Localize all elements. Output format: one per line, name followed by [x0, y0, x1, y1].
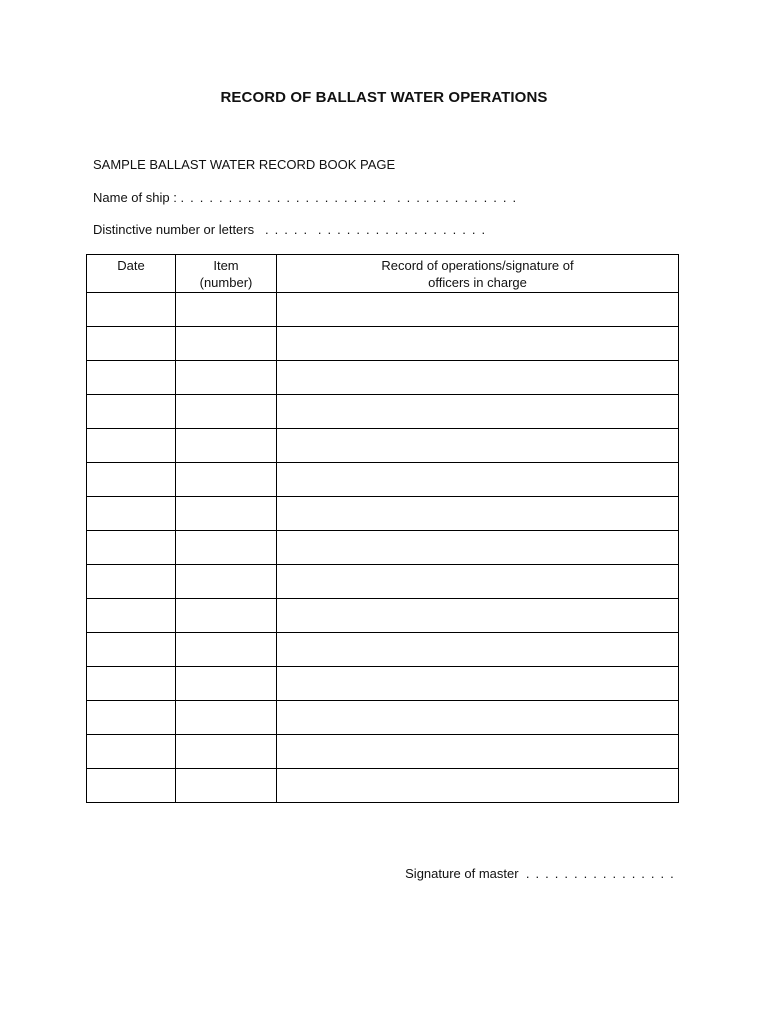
- table-row: [87, 565, 679, 599]
- header-item-line1: Item: [213, 258, 239, 273]
- record-cell[interactable]: [277, 565, 679, 599]
- table-body: [87, 293, 679, 803]
- item-cell[interactable]: [176, 531, 277, 565]
- signature-dots: . . . . . . . . . . . . . . . .: [525, 866, 675, 881]
- header-item: [176, 255, 277, 293]
- date-cell[interactable]: [87, 769, 176, 803]
- date-cell[interactable]: [87, 599, 176, 633]
- table-row: [87, 599, 679, 633]
- date-cell[interactable]: [87, 429, 176, 463]
- date-cell[interactable]: [87, 735, 176, 769]
- date-cell[interactable]: [87, 395, 176, 429]
- record-cell[interactable]: [277, 327, 679, 361]
- record-cell[interactable]: [277, 769, 679, 803]
- record-cell[interactable]: [277, 395, 679, 429]
- table-row: [87, 769, 679, 803]
- ship-name-label: Name of ship :: [93, 190, 177, 205]
- ship-name-field[interactable]: [93, 190, 517, 205]
- record-cell[interactable]: [277, 293, 679, 327]
- table-row: [87, 531, 679, 565]
- distinctive-number-dots: . . . . . . . . . . . . . . . . . . . . . . .: [264, 222, 487, 237]
- ballast-record-table: [86, 254, 679, 803]
- date-cell[interactable]: [87, 497, 176, 531]
- record-cell[interactable]: [277, 599, 679, 633]
- item-cell[interactable]: [176, 667, 277, 701]
- date-cell[interactable]: [87, 463, 176, 497]
- item-cell[interactable]: [176, 463, 277, 497]
- record-cell[interactable]: [277, 701, 679, 735]
- ship-name-dots: . . . . . . . . . . . . . . . . . . . . . . . . . . . . . . . . . . .: [180, 190, 518, 205]
- table-row: [87, 293, 679, 327]
- item-cell[interactable]: [176, 429, 277, 463]
- table-row: [87, 361, 679, 395]
- item-cell[interactable]: [176, 735, 277, 769]
- header-item-line2: (number): [199, 275, 253, 290]
- table-row: [87, 667, 679, 701]
- header-record: [277, 255, 679, 293]
- record-cell[interactable]: [277, 633, 679, 667]
- date-cell[interactable]: [87, 361, 176, 395]
- record-cell[interactable]: [277, 497, 679, 531]
- record-cell[interactable]: [277, 531, 679, 565]
- item-cell[interactable]: [176, 395, 277, 429]
- table-row: [87, 327, 679, 361]
- item-cell[interactable]: [176, 327, 277, 361]
- record-cell[interactable]: [277, 429, 679, 463]
- header-date: [87, 255, 176, 293]
- signature-label: Signature of master: [405, 866, 519, 881]
- table-row: [87, 395, 679, 429]
- table-row: [87, 463, 679, 497]
- item-cell[interactable]: [176, 497, 277, 531]
- table-row: [87, 735, 679, 769]
- record-cell[interactable]: [277, 735, 679, 769]
- header-record-line1: Record of operations/signature of: [381, 258, 574, 273]
- table-row: [87, 701, 679, 735]
- header-date-label: Date: [117, 258, 145, 273]
- date-cell[interactable]: [87, 667, 176, 701]
- item-cell[interactable]: [176, 701, 277, 735]
- header-record-line2: officers in charge: [428, 275, 527, 290]
- signature-of-master-field[interactable]: [405, 866, 675, 881]
- record-cell[interactable]: [277, 361, 679, 395]
- table-header-row: [87, 255, 679, 293]
- date-cell[interactable]: [87, 293, 176, 327]
- item-cell[interactable]: [176, 769, 277, 803]
- record-cell[interactable]: [277, 667, 679, 701]
- record-cell[interactable]: [277, 463, 679, 497]
- date-cell[interactable]: [87, 327, 176, 361]
- item-cell[interactable]: [176, 633, 277, 667]
- date-cell[interactable]: [87, 565, 176, 599]
- item-cell[interactable]: [176, 565, 277, 599]
- date-cell[interactable]: [87, 633, 176, 667]
- table-row: [87, 633, 679, 667]
- page-subtitle: SAMPLE BALLAST WATER RECORD BOOK PAGE: [93, 157, 396, 172]
- item-cell[interactable]: [176, 361, 277, 395]
- table-row: [87, 429, 679, 463]
- item-cell[interactable]: [176, 293, 277, 327]
- item-cell[interactable]: [176, 599, 277, 633]
- table-row: [87, 497, 679, 531]
- distinctive-number-label: Distinctive number or letters: [93, 222, 255, 237]
- distinctive-number-field[interactable]: [93, 222, 486, 237]
- date-cell[interactable]: [87, 701, 176, 735]
- page-title: RECORD OF BALLAST WATER OPERATIONS: [220, 89, 548, 106]
- date-cell[interactable]: [87, 531, 176, 565]
